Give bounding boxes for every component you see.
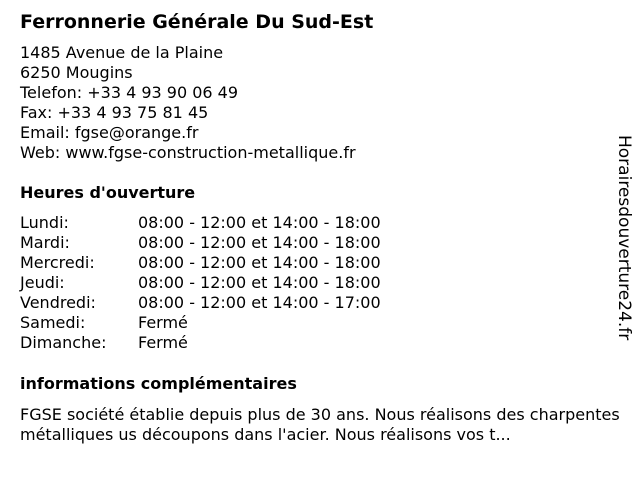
day-label: Lundi: bbox=[20, 213, 69, 232]
day-label: Mercredi: bbox=[20, 253, 95, 272]
day-hours: 08:00 - 12:00 et 14:00 - 18:00 bbox=[138, 213, 381, 232]
hours-row-tuesday bbox=[20, 233, 381, 253]
day-hours: 08:00 - 12:00 et 14:00 - 18:00 bbox=[138, 273, 381, 292]
hours-row-thursday bbox=[20, 273, 381, 293]
hours-row-friday bbox=[20, 293, 381, 313]
watermark-text: Horairesdouverture24.fr bbox=[614, 135, 634, 341]
day-label: Jeudi: bbox=[20, 273, 65, 292]
hours-row-monday bbox=[20, 213, 381, 233]
day-label: Vendredi: bbox=[20, 293, 96, 312]
hours-row-saturday bbox=[20, 313, 381, 333]
site-watermark bbox=[611, 135, 635, 375]
day-hours: 08:00 - 12:00 et 14:00 - 17:00 bbox=[138, 293, 381, 312]
day-hours: 08:00 - 12:00 et 14:00 - 18:00 bbox=[138, 253, 381, 272]
phone-number[interactable]: Telefon: +33 4 93 90 06 49 bbox=[20, 83, 239, 102]
day-label: Dimanche: bbox=[20, 333, 107, 352]
business-description: FGSE société établie depuis plus de 30 ans. Nous réalisons des charpentes métalliques us découpons dans l'acier. Nous réalisons vos t... bbox=[20, 405, 620, 444]
day-hours: Fermé bbox=[138, 333, 188, 352]
city: 6250 Mougins bbox=[20, 63, 133, 82]
business-name: Ferronnerie Générale Du Sud-Est bbox=[20, 11, 374, 33]
website-link[interactable]: Web: www.fgse-construction-metallique.fr bbox=[20, 143, 356, 162]
street-address: 1485 Avenue de la Plaine bbox=[20, 43, 224, 62]
opening-hours-table bbox=[20, 213, 381, 353]
hours-row-wednesday bbox=[20, 253, 381, 273]
day-label: Samedi: bbox=[20, 313, 86, 332]
additional-info-heading: informations complémentaires bbox=[20, 374, 297, 393]
day-hours: 08:00 - 12:00 et 14:00 - 18:00 bbox=[138, 233, 381, 252]
contact-block bbox=[20, 43, 356, 163]
fax-number: Fax: +33 4 93 75 81 45 bbox=[20, 103, 209, 122]
opening-hours-heading: Heures d'ouverture bbox=[20, 183, 196, 202]
email-address[interactable]: Email: fgse@orange.fr bbox=[20, 123, 199, 142]
day-hours: Fermé bbox=[138, 313, 188, 332]
day-label: Mardi: bbox=[20, 233, 70, 252]
hours-row-sunday bbox=[20, 333, 381, 353]
